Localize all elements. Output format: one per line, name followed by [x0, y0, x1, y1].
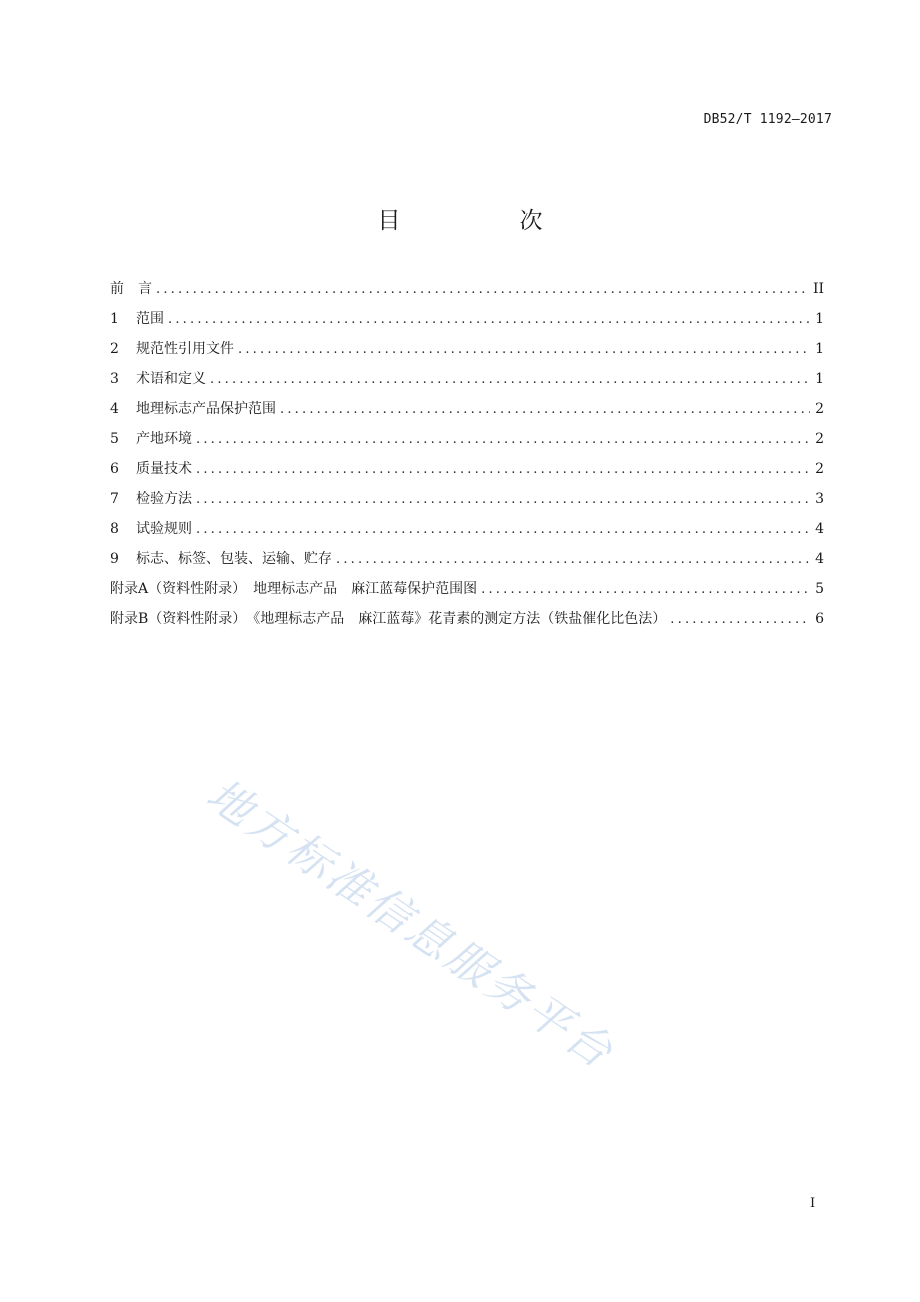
toc-leader-dots [280, 399, 810, 421]
toc-entry-text: 检验方法 [136, 491, 192, 507]
toc-entry-label [110, 368, 206, 390]
toc-entry-scope[interactable] [110, 308, 824, 338]
toc-entry-page: 6 [815, 611, 824, 627]
toc-leader-dots [156, 279, 809, 301]
toc-entry-number: 6 [110, 461, 119, 477]
toc-entry-protection-scope[interactable] [110, 398, 824, 428]
toc-entry-text: 产地环境 [136, 431, 192, 447]
toc-entry-page: II [812, 281, 824, 297]
toc-entry-appendix-b[interactable] [110, 608, 824, 638]
toc-entry-number: 7 [110, 491, 119, 507]
toc-entry-page: 1 [815, 311, 824, 327]
toc-entry-number: 1 [110, 311, 119, 327]
toc-entry-text: 范围 [136, 311, 164, 327]
toc-leader-dots [196, 429, 810, 451]
toc-entry-label: 前 言 [110, 281, 152, 297]
toc-entry-page: 2 [815, 401, 824, 417]
toc-entry-page: 4 [815, 521, 824, 537]
toc-entry-page: 1 [815, 371, 824, 387]
toc-leader-dots [196, 519, 810, 541]
toc-leader-dots [196, 489, 810, 511]
page-title: 目 次 [377, 208, 591, 234]
toc-entry-label [110, 548, 332, 570]
page-number: I [810, 1196, 816, 1211]
toc-leader-dots [168, 309, 810, 331]
toc-entry-page: 2 [815, 461, 824, 477]
toc-entry-number: 5 [110, 431, 119, 447]
toc-entry-label [110, 458, 192, 480]
toc-entry-number: 3 [110, 371, 119, 387]
toc-entry-text: 地理标志产品保护范围 [136, 401, 276, 417]
toc-entry-page: 1 [815, 341, 824, 357]
toc-leader-dots [196, 459, 810, 481]
toc-entry-label [110, 488, 192, 510]
toc-entry-number: 4 [110, 401, 119, 417]
toc-entry-number: 2 [110, 341, 119, 357]
toc-leader-dots [670, 609, 810, 631]
toc-leader-dots [238, 339, 810, 361]
table-of-contents [110, 278, 824, 638]
toc-entry-test-rules[interactable] [110, 518, 824, 548]
watermark-text: 地方标准信息服务平台 [197, 769, 624, 1080]
toc-leader-dots [481, 579, 810, 601]
toc-entry-page: 5 [815, 581, 824, 597]
toc-entry-label [110, 518, 192, 540]
toc-entry-number: 8 [110, 521, 119, 537]
toc-entry-label [110, 338, 234, 360]
toc-entry-text: 试验规则 [136, 521, 192, 537]
toc-entry-terms-definitions[interactable] [110, 368, 824, 398]
toc-entry-labeling-packaging[interactable] [110, 548, 824, 578]
toc-entry-number: 9 [110, 551, 119, 567]
toc-entry-label [110, 398, 276, 420]
toc-entry-label: 附录B（资料性附录） 《地理标志产品 麻江蓝莓》花青素的测定方法（铁盐催化比色法） [110, 611, 667, 627]
toc-entry-normative-references[interactable] [110, 338, 824, 368]
toc-leader-dots [210, 369, 810, 391]
toc-entry-page: 2 [815, 431, 824, 447]
toc-entry-quality-technology[interactable] [110, 458, 824, 488]
toc-entry-page: 3 [815, 491, 824, 507]
toc-entry-page: 4 [815, 551, 824, 567]
toc-entry-text: 标志、标签、包装、运输、贮存 [136, 551, 332, 567]
toc-entry-test-methods[interactable] [110, 488, 824, 518]
toc-entry-foreword[interactable] [110, 278, 824, 308]
toc-entry-environment[interactable] [110, 428, 824, 458]
toc-entry-text: 术语和定义 [136, 371, 206, 387]
toc-entry-text: 质量技术 [136, 461, 192, 477]
toc-entry-label [110, 428, 192, 450]
toc-leader-dots [336, 549, 810, 571]
toc-entry-label: 附录A（资料性附录） 地理标志产品 麻江蓝莓保护范围图 [110, 581, 478, 597]
toc-entry-appendix-a[interactable] [110, 578, 824, 608]
document-code: DB52/T 1192—2017 [703, 112, 832, 127]
toc-entry-text: 规范性引用文件 [136, 341, 234, 357]
toc-entry-label [110, 308, 164, 330]
